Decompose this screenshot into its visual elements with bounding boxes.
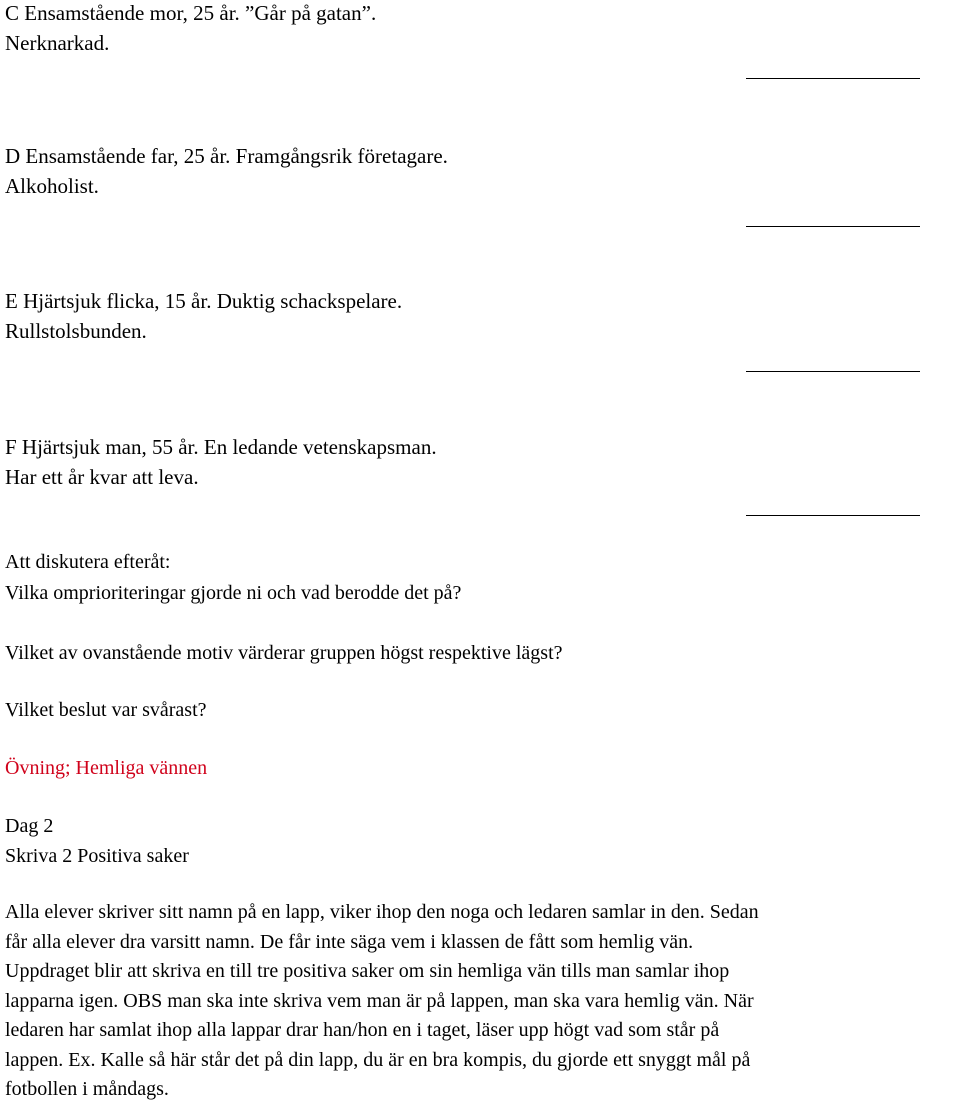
item-d-line2: Alkoholist. (5, 174, 99, 198)
item-d-line1: D Ensamstående far, 25 år. Framgångsrik företagare. (5, 144, 448, 168)
body-line: lapparna igen. OBS man ska inte skriva vem man är på lappen, man ska vara hemlig vän. När (5, 989, 754, 1012)
exercise-title: Övning; Hemliga vännen (5, 757, 208, 779)
item-f-line1: F Hjärtsjuk man, 55 år. En ledande vetenskapsman. (5, 435, 437, 459)
body-line: Uppdraget blir att skriva en till tre positiva saker om sin hemliga vän tills man samlar ihop (5, 960, 730, 982)
exercise-body (5, 898, 960, 1105)
item-f-line2: Har ett år kvar att leva. (5, 465, 199, 489)
answer-blank-c (746, 78, 920, 79)
body-line: ledaren har samlat ihop alla lappar drar han/hon en i taget, läser upp högt vad som står på (5, 1019, 720, 1041)
discussion-heading: Att diskutera efteråt: (5, 551, 171, 573)
answer-blank-d (746, 226, 920, 227)
item-e-line2: Rullstolsbunden. (5, 319, 147, 343)
body-line: lappen. Ex. Kalle så här står det på din lapp, du är en bra kompis, du gjorde ett snyggt mål på (5, 1048, 751, 1071)
exercise-day: Dag 2 (5, 815, 54, 837)
item-e-line1: E Hjärtsjuk flicka, 15 år. Duktig schackspelare. (5, 289, 403, 313)
answer-blank-f (746, 515, 920, 516)
body-line: Alla elever skriver sitt namn på en lapp, viker ihop den noga och ledaren samlar in den. Sedan (5, 901, 759, 923)
discussion-question-1: Vilka omprioriteringar gjorde ni och vad berodde det på? (5, 582, 462, 604)
answer-blank-e (746, 371, 920, 372)
discussion-question-2: Vilket av ovanstående motiv värderar gruppen högst respektive lägst? (5, 642, 563, 664)
discussion-question-3: Vilket beslut var svårast? (5, 699, 207, 721)
exercise-subtitle: Skriva 2 Positiva saker (5, 845, 189, 867)
body-line: fotbollen i måndags. (5, 1078, 169, 1100)
body-line: får alla elever dra varsitt namn. De får inte säga vem i klassen de fått som hemlig vän. (5, 930, 694, 953)
item-c-line2: Nerknarkad. (5, 31, 110, 55)
item-c-line1: C Ensamstående mor, 25 år. ”Går på gatan”. (5, 1, 377, 25)
